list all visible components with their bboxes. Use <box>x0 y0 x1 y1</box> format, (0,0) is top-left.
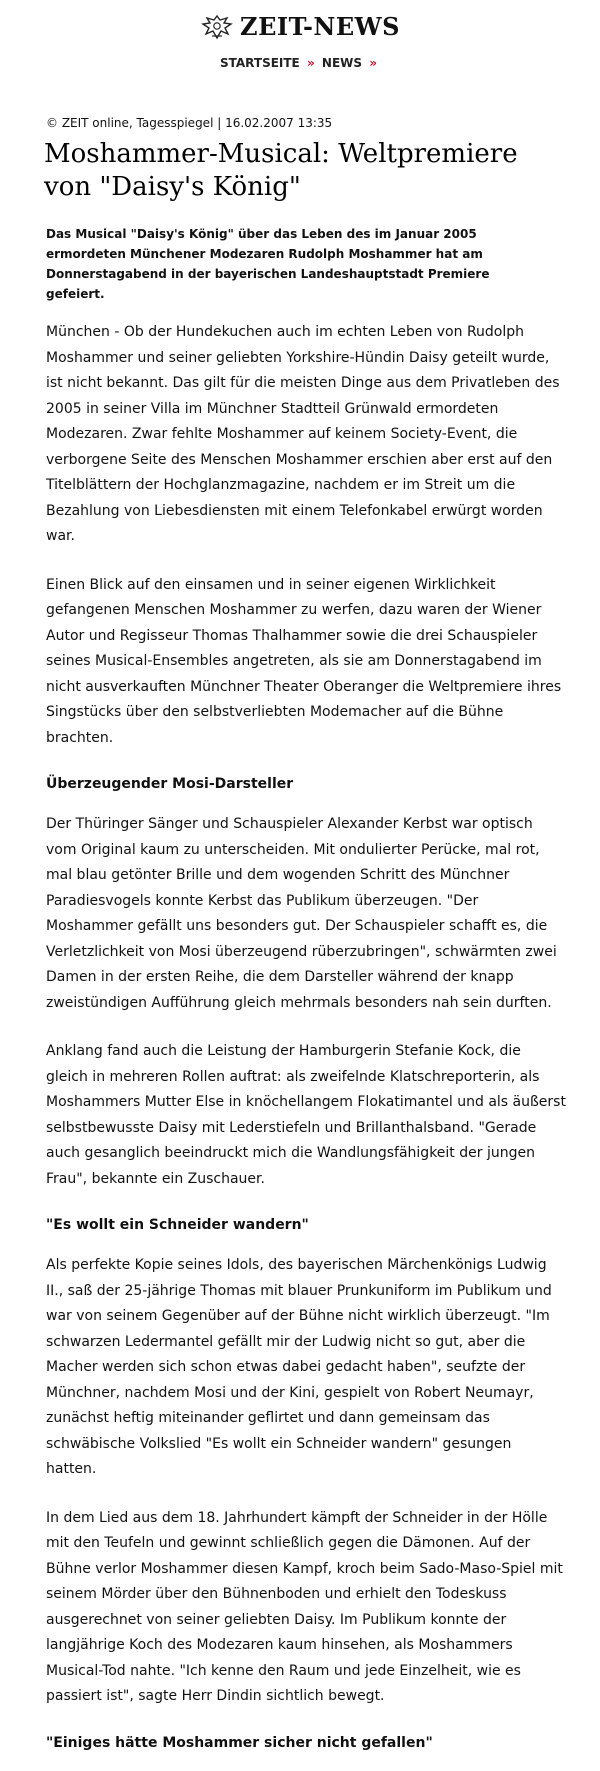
breadcrumb <box>0 56 600 70</box>
article-body <box>46 320 566 1771</box>
nav-home-link[interactable]: STARTSEITE <box>220 56 300 70</box>
site-logo[interactable] <box>200 12 400 41</box>
article-subhead: Überzeugender Mosi-Darsteller <box>46 776 294 792</box>
article-paragraph: München - Ob der Hundekuchen auch im echten Leben von Rudolph Moshammer und seiner geliebten Yorkshire-Hündin Daisy geteilt wurde, ist nicht bekannt. Das gilt für die meisten Dinge aus dem Privatleben des 2005 in seiner Villa im Münchner Stadtteil Grünwald ermordeten Modezaren. Zwar fehlte Moshammer auf keinem Society-Event, die verborgene Seite des Menschen Moshammer erschien aber erst auf den Titelblättern der Hochglanzmagazine, nachdem er im Streit um die Bezahlung von Liebesdiensten mit einem Telefonkabel erwürgt worden war. <box>46 324 560 544</box>
nav-news-link[interactable]: NEWS <box>321 56 363 70</box>
breadcrumb-separator: » <box>369 56 377 70</box>
article-paragraph: In dem Lied aus dem 18. Jahrhundert kämpft der Schneider in der Hölle mit den Teufeln und gewinnt schließlich gegen die Dämonen. Auf der Bühne verlor Moshammer diesen Kampf, kroch beim Sado-Maso-Spiel mit seinem Mörder über den Bühnenboden und erhielt den Todeskuss ausgerechnet von seiner geliebten Daisy. Im Publikum konnte der langjährige Koch des Modezaren kaum hinsehen, als Moshammers Musical-Tod nahte. "Ich kenne den Raum und jede Einzelheit, wie es passiert ist", sagte Herr Dindin sichtlich bewegt. <box>46 1509 563 1704</box>
article-paragraph: Einen Blick auf den einsamen und in seiner eigenen Wirklichkeit gefangenen Menschen Moshammer zu werfen, dazu waren der Wiener Autor und Regisseur Thomas Thalhammer sowie die drei Schauspieler seines Musical-Ensembles angetreten, als sie am Donnerstagabend im nicht ausverkauften Münchner Theater Oberanger die Weltpremiere ihres Singstücks über den selbstverliebten Modemacher auf die Bühne brachten. <box>46 576 562 746</box>
eagle-crest-icon <box>200 13 234 41</box>
article-meta: © ZEIT online, Tagesspiegel | 16.02.2007 13:35 <box>46 116 333 130</box>
article-lead: Das Musical "Daisy's König" über das Leben des im Januar 2005 ermordeten Münchener Modezaren Rudolph Moshammer hat am Donnerstagabend in der bayerischen Landeshauptstadt Premiere gefeiert. <box>46 227 490 301</box>
masthead <box>0 12 600 45</box>
article-paragraph: Als perfekte Kopie seines Idols, des bayerischen Märchenkönigs Ludwig II., saß der 25-jährige Thomas mit blauer Prunkuniform im Publikum und war von seinem Gegenüber auf der Bühne nicht wirklich überzeugt. "Im schwarzen Ledermantel gefällt mir der Ludwig nicht so gut, aber die Macher werden sich schon etwas dabei gedacht haben", seufzte der Münchner, nachdem Mosi und der Kini, gespielt von Robert Neumayr, zunächst heftig miteinander geflirtet und dann gemeinsam das schwäbische Volkslied "Es wollt ein Schneider wandern" gesungen hatten. <box>46 1257 552 1477</box>
article-paragraph: Der Thüringer Sänger und Schauspieler Alexander Kerbst war optisch vom Original kaum zu unterscheiden. Mit ondulierter Perücke, mal rot, mal blau getönter Brille und dem wogenden Schritt des Münchner Paradiesvogels konnte Kerbst das Publikum überzeugen. "Der Moshammer gefällt uns besonders gut. Der Schauspieler schafft es, die Verletzlichkeit von Mosi überzeugend rüberzubringen", schwärmten zwei Damen in der ersten Reihe, die dem Darsteller während der knapp zweistündigen Aufführung gleich mehrmals besonders nah sein durften. <box>46 816 557 1011</box>
article-subhead: "Es wollt ein Schneider wandern" <box>46 1217 309 1233</box>
article-subhead: "Einiges hätte Moshammer sicher nicht gefallen" <box>46 1734 433 1751</box>
article-paragraph: Anklang fand auch die Leistung der Hamburgerin Stefanie Kock, die gleich in mehreren Rollen auftrat: als zweifelnde Klatschreporterin, als Moshammers Mutter Else in knöchellangem Flokatimantel und als äußerst selbstbewusste Daisy mit Lederstiefeln und Brillanthalsband. "Gerade auch gesanglich beeindruckt mich die Wandlungsfähigkeit der jungen Frau", bekannte ein Zuschauer. <box>46 1043 566 1187</box>
article-title: Moshammer-Musical: Weltpremiere von "Daisy's König" <box>44 139 518 202</box>
breadcrumb-separator: » <box>306 56 315 70</box>
brand-name: ZEIT-NEWS <box>240 12 400 41</box>
